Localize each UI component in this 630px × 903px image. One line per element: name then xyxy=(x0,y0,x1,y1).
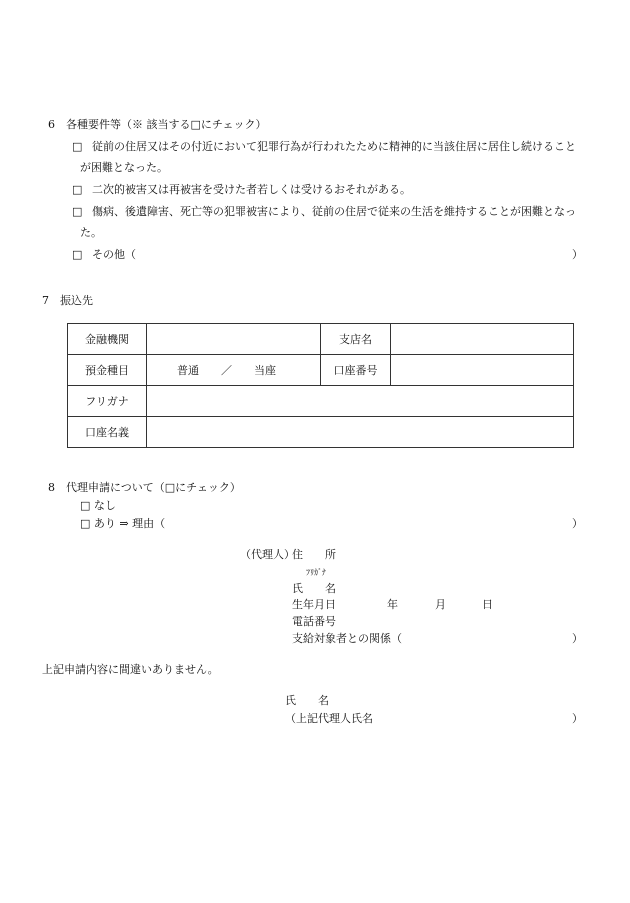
declaration-text: 上記申請内容に間違いありません。 xyxy=(42,663,219,676)
account-type-options[interactable]: 普通 ／ 当座 xyxy=(147,355,321,386)
agent-birth-day: 日 xyxy=(482,598,493,611)
table-row xyxy=(68,417,574,448)
signature-name-label: 氏 名 xyxy=(285,694,329,707)
agent-phone-label: 電話番号 xyxy=(292,615,336,628)
item-crime-nearby-line1: 従前の住居又はその付近において犯罪行為が行われたために精神的に当該住居に居住し続けること xyxy=(92,140,576,153)
checkbox-secondary-harm[interactable]: □ xyxy=(72,183,83,196)
account-number-label: 口座番号 xyxy=(321,355,391,386)
furigana-label: フリガナ xyxy=(68,386,147,417)
table-row xyxy=(68,355,574,386)
item-injury-line1: 傷病、後遺障害、死亡等の犯罪被害により、従前の住居で従来の生活を維持することが困難となっ xyxy=(92,205,576,218)
table-row xyxy=(68,324,574,355)
agent-birth-label: 生年月日 xyxy=(292,598,336,611)
proxy-option-yes[interactable]: □ あり ⇒ 理由（ xyxy=(80,517,166,530)
item-crime-nearby-line2: が困難となった。 xyxy=(80,161,168,174)
agent-furigana-label: ﾌﾘｶﾞﾅ xyxy=(306,568,326,577)
account-holder-label: 口座名義 xyxy=(68,417,147,448)
agent-relation-label: 支給対象者との関係（ xyxy=(292,632,402,645)
checkbox-other[interactable]: □ xyxy=(72,248,83,261)
agent-birth-month: 月 xyxy=(435,598,446,611)
agent-birth-year: 年 xyxy=(387,598,398,611)
account-holder-field[interactable] xyxy=(147,417,574,448)
signature-agent-name: （上記代理人氏名 xyxy=(285,712,373,725)
checkbox-crime-nearby[interactable]: □ xyxy=(72,140,83,153)
furigana-field[interactable] xyxy=(147,386,574,417)
proxy-option-none[interactable]: □ なし xyxy=(80,499,116,512)
section7-title: 7 振込先 xyxy=(42,294,93,307)
bank-account-table xyxy=(67,323,574,448)
account-type-label: 預金種目 xyxy=(68,355,147,386)
proxy-reason-close: ） xyxy=(572,517,583,530)
section8-title: 8 代理申請について（□にチェック） xyxy=(48,481,241,494)
table-row xyxy=(68,386,574,417)
item-other-close: ） xyxy=(572,248,583,261)
agent-relation-close: ） xyxy=(572,632,583,645)
branch-name-label: 支店名 xyxy=(321,324,391,355)
bank-name-label: 金融機関 xyxy=(68,324,147,355)
item-secondary-harm: 二次的被害又は再被害を受けた者若しくは受けるおそれがある。 xyxy=(92,183,411,196)
branch-name-field[interactable] xyxy=(391,324,574,355)
agent-label: （代理人） xyxy=(240,548,295,561)
item-injury-line2: た。 xyxy=(80,226,102,239)
item-other: その他（ xyxy=(92,248,136,261)
checkbox-injury[interactable]: □ xyxy=(72,205,83,218)
agent-address-label: 住 所 xyxy=(292,548,336,561)
agent-name-label: 氏 名 xyxy=(292,582,336,595)
account-number-field[interactable] xyxy=(391,355,574,386)
signature-close: ） xyxy=(572,712,583,725)
bank-name-field[interactable] xyxy=(147,324,321,355)
section6-title: 6 各種要件等（※ 該当する□にチェック） xyxy=(48,118,267,131)
